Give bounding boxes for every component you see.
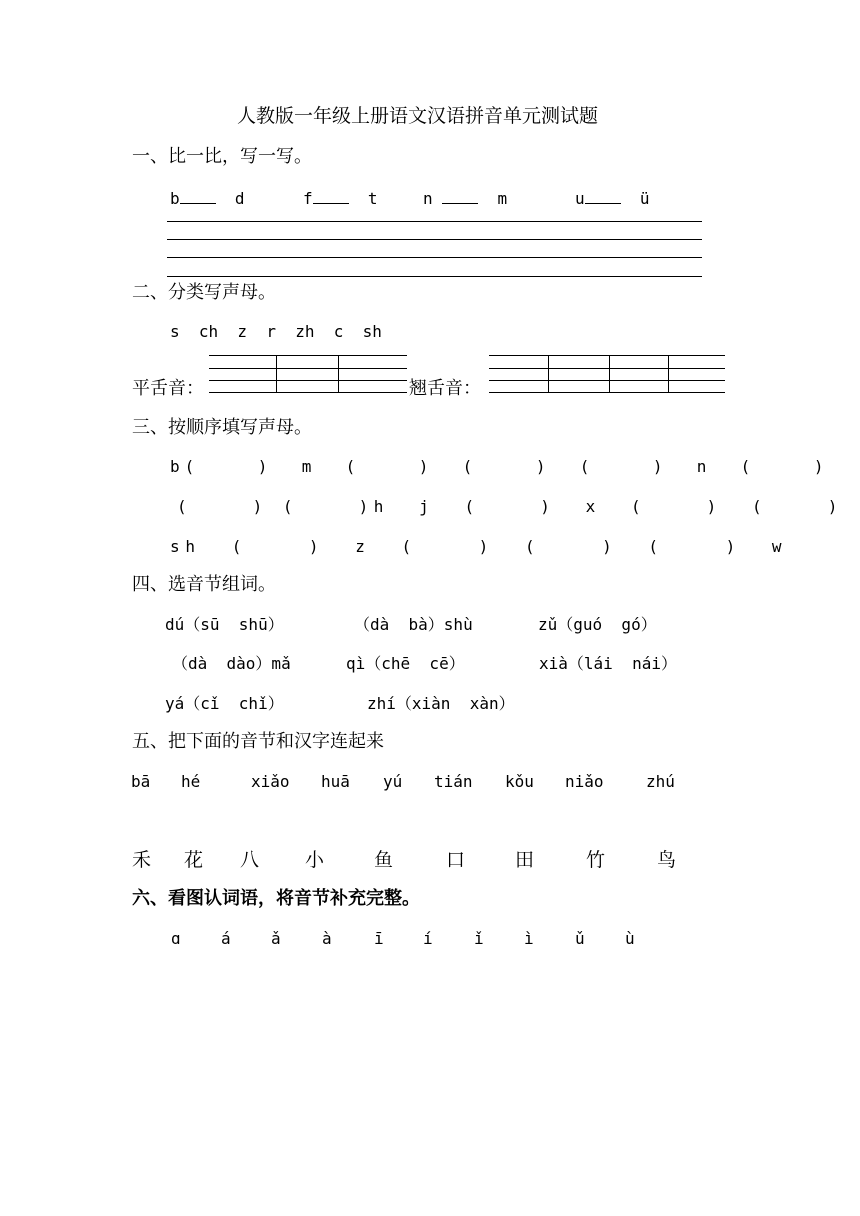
character[interactable]: 口	[446, 849, 466, 871]
grid-line	[489, 368, 725, 369]
grid-line	[489, 392, 725, 393]
blank[interactable]	[585, 189, 621, 204]
grid-line	[209, 368, 407, 369]
choice-item[interactable]: zǔ（guó gó）	[538, 615, 657, 634]
tone-mark: á	[221, 929, 231, 948]
grid-divider	[668, 355, 669, 392]
grid-line	[209, 355, 407, 356]
choice-item[interactable]: （dà bà）shù	[354, 615, 473, 634]
syllable[interactable]: niǎo	[565, 772, 604, 791]
section-2-heading: 二、分类写声母。	[132, 282, 276, 303]
page-title: 人教版一年级上册语文汉语拼音单元测试题	[237, 105, 599, 127]
sequence-row-1: b( ) m ( ) ( ) ( ) n ( )	[170, 457, 829, 476]
section-3-heading: 三、按顺序填写声母。	[132, 417, 312, 438]
grid-divider	[338, 355, 339, 392]
tone-mark: ǎ	[271, 929, 281, 948]
blank[interactable]	[180, 189, 216, 204]
section-1-heading: 一、比一比，写一写。	[132, 146, 312, 167]
tone-mark: à	[322, 929, 332, 948]
syllable[interactable]: xiǎo	[251, 772, 290, 791]
character[interactable]: 小	[305, 849, 325, 871]
syllable[interactable]: yú	[383, 772, 403, 791]
syllable[interactable]: huā	[321, 772, 350, 791]
blank[interactable]	[313, 189, 349, 204]
grid-divider	[609, 355, 610, 392]
writing-line	[167, 239, 702, 240]
grid-divider	[548, 355, 549, 392]
choice-item[interactable]: dú（sū shū）	[165, 615, 284, 634]
pair-n-m: n m	[423, 189, 508, 208]
syllable[interactable]: tián	[434, 772, 473, 791]
tone-mark: ù	[625, 929, 635, 948]
pair-f-t: f t	[303, 189, 378, 208]
syllable[interactable]: bā	[131, 772, 151, 791]
sequence-row-2: ( ) ( )h j ( ) x ( ) ( )	[177, 497, 843, 516]
tone-mark: ǔ	[575, 929, 585, 948]
section-5-heading: 五、把下面的音节和汉字连起来	[132, 731, 384, 752]
blank[interactable]	[442, 189, 478, 204]
grid-line	[209, 380, 407, 381]
grid-line	[209, 392, 407, 393]
character[interactable]: 鱼	[374, 849, 394, 871]
section-6-heading: 六、看图认词语，将音节补充完整。	[132, 888, 420, 909]
writing-line	[167, 276, 702, 277]
choice-item[interactable]: xià（lái nái）	[539, 654, 677, 673]
grid-line	[489, 355, 725, 356]
syllable[interactable]: kǒu	[505, 772, 534, 791]
choice-item[interactable]: zhí（xiàn xàn）	[367, 694, 515, 713]
character[interactable]: 竹	[586, 849, 606, 871]
character[interactable]: 花	[184, 849, 204, 871]
sequence-row-3: sh ( ) z ( ) ( ) ( ) w	[170, 537, 788, 556]
syllable[interactable]: zhú	[646, 772, 675, 791]
choice-item[interactable]: （dà dào）mǎ	[172, 654, 291, 673]
choice-item[interactable]: qì（chē cē）	[346, 654, 465, 673]
tone-mark: ǐ	[474, 929, 484, 948]
grid-divider	[276, 355, 277, 392]
pair-u-v: u ü	[575, 189, 650, 208]
grid-line	[489, 380, 725, 381]
character[interactable]: 禾	[132, 849, 152, 871]
retroflex-label: 翘舌音：	[409, 378, 481, 399]
character[interactable]: 鸟	[657, 849, 677, 871]
flat-tongue-label: 平舌音：	[132, 378, 204, 399]
character[interactable]: 田	[515, 849, 535, 871]
tone-mark: ī	[374, 929, 384, 948]
syllable[interactable]: hé	[181, 772, 201, 791]
writing-line	[167, 257, 702, 258]
section-4-heading: 四、选音节组词。	[132, 574, 276, 595]
writing-line	[167, 221, 702, 222]
initials-list: s ch z r zh c sh	[170, 322, 382, 341]
choice-item[interactable]: yá（cǐ chǐ）	[165, 694, 284, 713]
pair-b-d: b d	[170, 189, 245, 208]
tone-mark: ɑ	[171, 929, 181, 948]
tone-mark: ì	[524, 929, 534, 948]
character[interactable]: 八	[240, 849, 260, 871]
tone-mark: í	[423, 929, 433, 948]
